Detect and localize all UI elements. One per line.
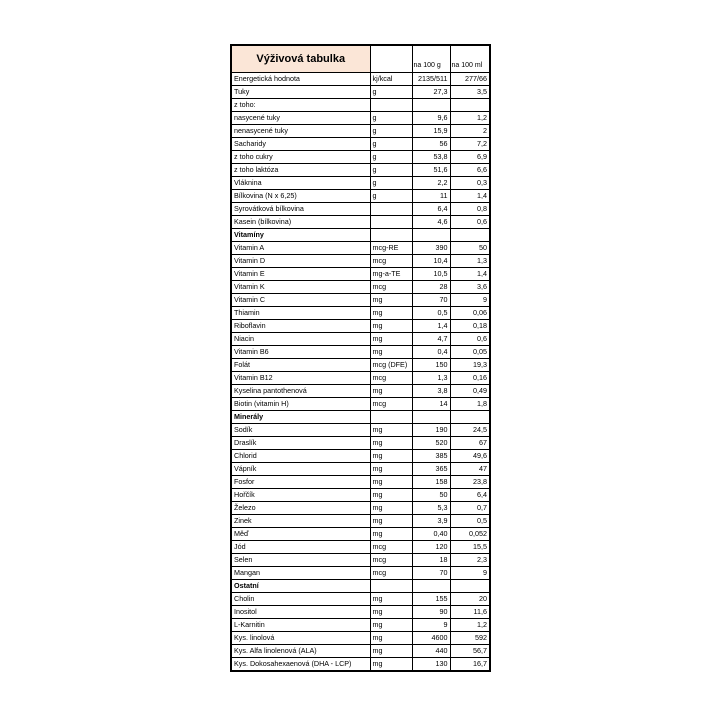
value-per-100ml: 6,9 xyxy=(450,151,490,164)
nutrient-unit: mg xyxy=(370,385,412,398)
value-per-100ml: 1,8 xyxy=(450,398,490,411)
nutrient-unit: g xyxy=(370,125,412,138)
nutrient-name: Syrovátková bílkovina xyxy=(231,203,370,216)
value-per-100ml: 2 xyxy=(450,125,490,138)
table-row xyxy=(231,606,490,619)
nutrient-unit: mcg (DFE) xyxy=(370,359,412,372)
table-row xyxy=(231,333,490,346)
value-per-100ml: 1,4 xyxy=(450,190,490,203)
value-per-100ml xyxy=(450,580,490,593)
value-per-100ml: 1,2 xyxy=(450,112,490,125)
value-per-100g: 27,3 xyxy=(412,86,450,99)
value-per-100g: 18 xyxy=(412,554,450,567)
nutrient-name: Kasein (bílkovina) xyxy=(231,216,370,229)
nutrient-name: Jód xyxy=(231,541,370,554)
nutrient-name: Měď xyxy=(231,528,370,541)
table-row xyxy=(231,203,490,216)
value-per-100ml: 67 xyxy=(450,437,490,450)
value-per-100g: 10,5 xyxy=(412,268,450,281)
nutrient-unit: g xyxy=(370,164,412,177)
nutrient-unit: g xyxy=(370,177,412,190)
nutrient-unit: mcg xyxy=(370,567,412,580)
nutrient-unit xyxy=(370,580,412,593)
table-row xyxy=(231,528,490,541)
table-row xyxy=(231,164,490,177)
nutrient-unit: mg xyxy=(370,294,412,307)
nutrient-unit: mg xyxy=(370,437,412,450)
table-row xyxy=(231,567,490,580)
value-per-100ml: 592 xyxy=(450,632,490,645)
nutrient-unit: g xyxy=(370,86,412,99)
table-row xyxy=(231,320,490,333)
table-row xyxy=(231,632,490,645)
value-per-100g: 520 xyxy=(412,437,450,450)
nutrient-name: Thiamin xyxy=(231,307,370,320)
column-header-per-100g: na 100 g xyxy=(412,45,450,73)
value-per-100ml xyxy=(450,411,490,424)
table-row xyxy=(231,619,490,632)
nutrient-name: nenasycené tuky xyxy=(231,125,370,138)
value-per-100g: 2,2 xyxy=(412,177,450,190)
nutrient-name: Kys. Dokosahexaenová (DHA - LCP) xyxy=(231,658,370,672)
value-per-100g xyxy=(412,99,450,112)
nutrient-unit: mg xyxy=(370,632,412,645)
value-per-100g: 390 xyxy=(412,242,450,255)
table-row xyxy=(231,190,490,203)
nutrient-name: Kys. linolová xyxy=(231,632,370,645)
nutrient-unit: kj/kcal xyxy=(370,73,412,86)
value-per-100ml: 3,6 xyxy=(450,281,490,294)
value-per-100ml: 6,6 xyxy=(450,164,490,177)
value-per-100ml: 0,6 xyxy=(450,333,490,346)
nutrient-name: Zinek xyxy=(231,515,370,528)
header-unit-cell xyxy=(370,45,412,73)
value-per-100g: 50 xyxy=(412,489,450,502)
nutrient-name: Draslík xyxy=(231,437,370,450)
nutrient-unit: mg xyxy=(370,489,412,502)
value-per-100g: 70 xyxy=(412,294,450,307)
table-section-row xyxy=(231,229,490,242)
nutrient-unit: mg xyxy=(370,346,412,359)
value-per-100g: 28 xyxy=(412,281,450,294)
table-row xyxy=(231,99,490,112)
nutrient-name: Železo xyxy=(231,502,370,515)
nutrient-name: Niacin xyxy=(231,333,370,346)
nutrient-unit: mcg xyxy=(370,281,412,294)
value-per-100g: 0,4 xyxy=(412,346,450,359)
table-header-row xyxy=(231,45,490,73)
table-row xyxy=(231,554,490,567)
value-per-100g: 56 xyxy=(412,138,450,151)
nutrient-name: Sodík xyxy=(231,424,370,437)
value-per-100g xyxy=(412,411,450,424)
nutrient-unit: mg xyxy=(370,424,412,437)
table-row xyxy=(231,385,490,398)
value-per-100g: 4,6 xyxy=(412,216,450,229)
value-per-100ml: 2,3 xyxy=(450,554,490,567)
nutrient-name: Bílkovina (N x 6,25) xyxy=(231,190,370,203)
value-per-100ml: 1,2 xyxy=(450,619,490,632)
table-row xyxy=(231,125,490,138)
table-row xyxy=(231,281,490,294)
nutrient-name: Vláknina xyxy=(231,177,370,190)
value-per-100g: 158 xyxy=(412,476,450,489)
value-per-100ml: 47 xyxy=(450,463,490,476)
table-row xyxy=(231,242,490,255)
table-row xyxy=(231,424,490,437)
value-per-100g: 9,6 xyxy=(412,112,450,125)
table-row xyxy=(231,177,490,190)
nutrient-unit: mg xyxy=(370,528,412,541)
value-per-100ml: 49,6 xyxy=(450,450,490,463)
value-per-100ml: 0,05 xyxy=(450,346,490,359)
value-per-100g: 90 xyxy=(412,606,450,619)
value-per-100ml: 0,6 xyxy=(450,216,490,229)
table-section-row xyxy=(231,411,490,424)
nutrient-name: Tuky xyxy=(231,86,370,99)
nutrient-name: z toho laktóza xyxy=(231,164,370,177)
nutrient-name: Sacharidy xyxy=(231,138,370,151)
value-per-100g: 6,4 xyxy=(412,203,450,216)
nutrient-unit: mg xyxy=(370,463,412,476)
nutrient-unit: mg xyxy=(370,320,412,333)
table-row xyxy=(231,346,490,359)
nutrient-name: Vitamin K xyxy=(231,281,370,294)
value-per-100g: 70 xyxy=(412,567,450,580)
table-row xyxy=(231,476,490,489)
value-per-100ml: 0,18 xyxy=(450,320,490,333)
table-row xyxy=(231,359,490,372)
table-row xyxy=(231,216,490,229)
table-row xyxy=(231,151,490,164)
value-per-100g: 3,9 xyxy=(412,515,450,528)
nutrient-unit: mg xyxy=(370,593,412,606)
table-row xyxy=(231,138,490,151)
nutrient-name: Biotin (vitamin H) xyxy=(231,398,370,411)
value-per-100ml: 15,5 xyxy=(450,541,490,554)
nutrient-unit: mcg xyxy=(370,372,412,385)
nutrient-name: nasycené tuky xyxy=(231,112,370,125)
table-row xyxy=(231,645,490,658)
nutrient-unit: g xyxy=(370,151,412,164)
value-per-100g: 4600 xyxy=(412,632,450,645)
nutrient-name: Folát xyxy=(231,359,370,372)
nutrient-unit: mg xyxy=(370,450,412,463)
value-per-100g: 9 xyxy=(412,619,450,632)
table-row xyxy=(231,541,490,554)
table-row xyxy=(231,372,490,385)
table-title: Výživová tabulka xyxy=(231,45,370,73)
nutrient-unit: mg xyxy=(370,515,412,528)
value-per-100ml: 0,06 xyxy=(450,307,490,320)
nutrient-name: Fosfor xyxy=(231,476,370,489)
value-per-100ml: 0,052 xyxy=(450,528,490,541)
value-per-100ml: 6,4 xyxy=(450,489,490,502)
column-header-per-100ml: na 100 ml xyxy=(450,45,490,73)
nutrient-unit xyxy=(370,203,412,216)
nutrient-name: Vitamin D xyxy=(231,255,370,268)
value-per-100ml: 0,5 xyxy=(450,515,490,528)
table-row xyxy=(231,307,490,320)
value-per-100ml: 23,8 xyxy=(450,476,490,489)
nutrition-table-container xyxy=(230,44,490,672)
table-row xyxy=(231,515,490,528)
value-per-100g: 5,3 xyxy=(412,502,450,515)
nutrient-unit: mg xyxy=(370,476,412,489)
nutrient-unit: mg xyxy=(370,307,412,320)
nutrient-name: z toho cukry xyxy=(231,151,370,164)
nutrient-name: Vitamin B6 xyxy=(231,346,370,359)
nutrient-name: Hořčík xyxy=(231,489,370,502)
nutrient-name: Selen xyxy=(231,554,370,567)
table-row xyxy=(231,86,490,99)
value-per-100g: 15,9 xyxy=(412,125,450,138)
nutrient-name: Inositol xyxy=(231,606,370,619)
value-per-100ml: 0,7 xyxy=(450,502,490,515)
value-per-100g xyxy=(412,229,450,242)
nutrient-unit: mg xyxy=(370,502,412,515)
table-row xyxy=(231,112,490,125)
nutrient-unit: mg xyxy=(370,645,412,658)
table-row xyxy=(231,489,490,502)
table-row xyxy=(231,73,490,86)
value-per-100ml: 0,8 xyxy=(450,203,490,216)
nutrient-name: Vápník xyxy=(231,463,370,476)
nutrient-unit: g xyxy=(370,190,412,203)
value-per-100g: 4,7 xyxy=(412,333,450,346)
nutrient-name: Energetická hodnota xyxy=(231,73,370,86)
nutrient-unit: mcg xyxy=(370,255,412,268)
value-per-100ml: 20 xyxy=(450,593,490,606)
nutrient-unit xyxy=(370,229,412,242)
nutrient-name: Chlorid xyxy=(231,450,370,463)
nutrient-name: Kys. Alfa linolenová (ALA) xyxy=(231,645,370,658)
value-per-100ml xyxy=(450,99,490,112)
value-per-100ml: 0,16 xyxy=(450,372,490,385)
value-per-100ml: 9 xyxy=(450,567,490,580)
value-per-100g: 51,6 xyxy=(412,164,450,177)
value-per-100ml: 11,6 xyxy=(450,606,490,619)
section-heading: Ostatní xyxy=(231,580,370,593)
nutrient-name: Vitamin C xyxy=(231,294,370,307)
value-per-100g: 53,8 xyxy=(412,151,450,164)
value-per-100g: 120 xyxy=(412,541,450,554)
table-row xyxy=(231,658,490,672)
value-per-100ml: 1,4 xyxy=(450,268,490,281)
value-per-100ml: 9 xyxy=(450,294,490,307)
value-per-100g: 0,5 xyxy=(412,307,450,320)
nutrient-unit: mg-a-TE xyxy=(370,268,412,281)
value-per-100g: 1,3 xyxy=(412,372,450,385)
value-per-100g: 2135/511 xyxy=(412,73,450,86)
nutrition-table xyxy=(230,44,491,672)
value-per-100g: 1,4 xyxy=(412,320,450,333)
value-per-100ml: 50 xyxy=(450,242,490,255)
value-per-100g: 0,40 xyxy=(412,528,450,541)
nutrient-unit: mcg xyxy=(370,398,412,411)
nutrient-name: z toho: xyxy=(231,99,370,112)
table-row xyxy=(231,294,490,307)
table-row xyxy=(231,450,490,463)
nutrient-name: Vitamin B12 xyxy=(231,372,370,385)
value-per-100g: 440 xyxy=(412,645,450,658)
nutrient-unit: mg xyxy=(370,658,412,672)
nutrient-name: Vitamin E xyxy=(231,268,370,281)
nutrient-unit: mg xyxy=(370,606,412,619)
value-per-100ml: 7,2 xyxy=(450,138,490,151)
nutrient-unit: mg xyxy=(370,333,412,346)
nutrient-unit xyxy=(370,99,412,112)
value-per-100g: 3,8 xyxy=(412,385,450,398)
nutrient-unit xyxy=(370,216,412,229)
nutrient-name: Cholin xyxy=(231,593,370,606)
value-per-100ml: 1,3 xyxy=(450,255,490,268)
table-section-row xyxy=(231,580,490,593)
nutrient-unit: mcg xyxy=(370,554,412,567)
nutrient-unit: mcg xyxy=(370,541,412,554)
table-row xyxy=(231,593,490,606)
value-per-100g: 150 xyxy=(412,359,450,372)
nutrient-name: Vitamin A xyxy=(231,242,370,255)
value-per-100ml: 277/66 xyxy=(450,73,490,86)
value-per-100g: 10,4 xyxy=(412,255,450,268)
value-per-100g: 385 xyxy=(412,450,450,463)
table-row xyxy=(231,463,490,476)
value-per-100g: 14 xyxy=(412,398,450,411)
section-heading: Vitamíny xyxy=(231,229,370,242)
table-row xyxy=(231,398,490,411)
value-per-100g: 130 xyxy=(412,658,450,672)
value-per-100g: 190 xyxy=(412,424,450,437)
value-per-100ml: 16,7 xyxy=(450,658,490,672)
value-per-100ml xyxy=(450,229,490,242)
table-row xyxy=(231,268,490,281)
nutrient-unit: mg xyxy=(370,619,412,632)
nutrient-unit: g xyxy=(370,112,412,125)
nutrient-unit xyxy=(370,411,412,424)
nutrient-unit: mcg-RE xyxy=(370,242,412,255)
nutrient-name: Mangan xyxy=(231,567,370,580)
table-row xyxy=(231,255,490,268)
value-per-100ml: 0,3 xyxy=(450,177,490,190)
value-per-100g xyxy=(412,580,450,593)
value-per-100g: 155 xyxy=(412,593,450,606)
value-per-100ml: 19,3 xyxy=(450,359,490,372)
table-row xyxy=(231,502,490,515)
value-per-100g: 11 xyxy=(412,190,450,203)
nutrient-name: Riboflavin xyxy=(231,320,370,333)
value-per-100ml: 56,7 xyxy=(450,645,490,658)
section-heading: Minerály xyxy=(231,411,370,424)
nutrient-name: L-Karnitin xyxy=(231,619,370,632)
value-per-100ml: 3,5 xyxy=(450,86,490,99)
value-per-100g: 365 xyxy=(412,463,450,476)
nutrient-name: Kyselina pantothenová xyxy=(231,385,370,398)
table-row xyxy=(231,437,490,450)
value-per-100ml: 24,5 xyxy=(450,424,490,437)
nutrient-unit: g xyxy=(370,138,412,151)
value-per-100ml: 0,49 xyxy=(450,385,490,398)
